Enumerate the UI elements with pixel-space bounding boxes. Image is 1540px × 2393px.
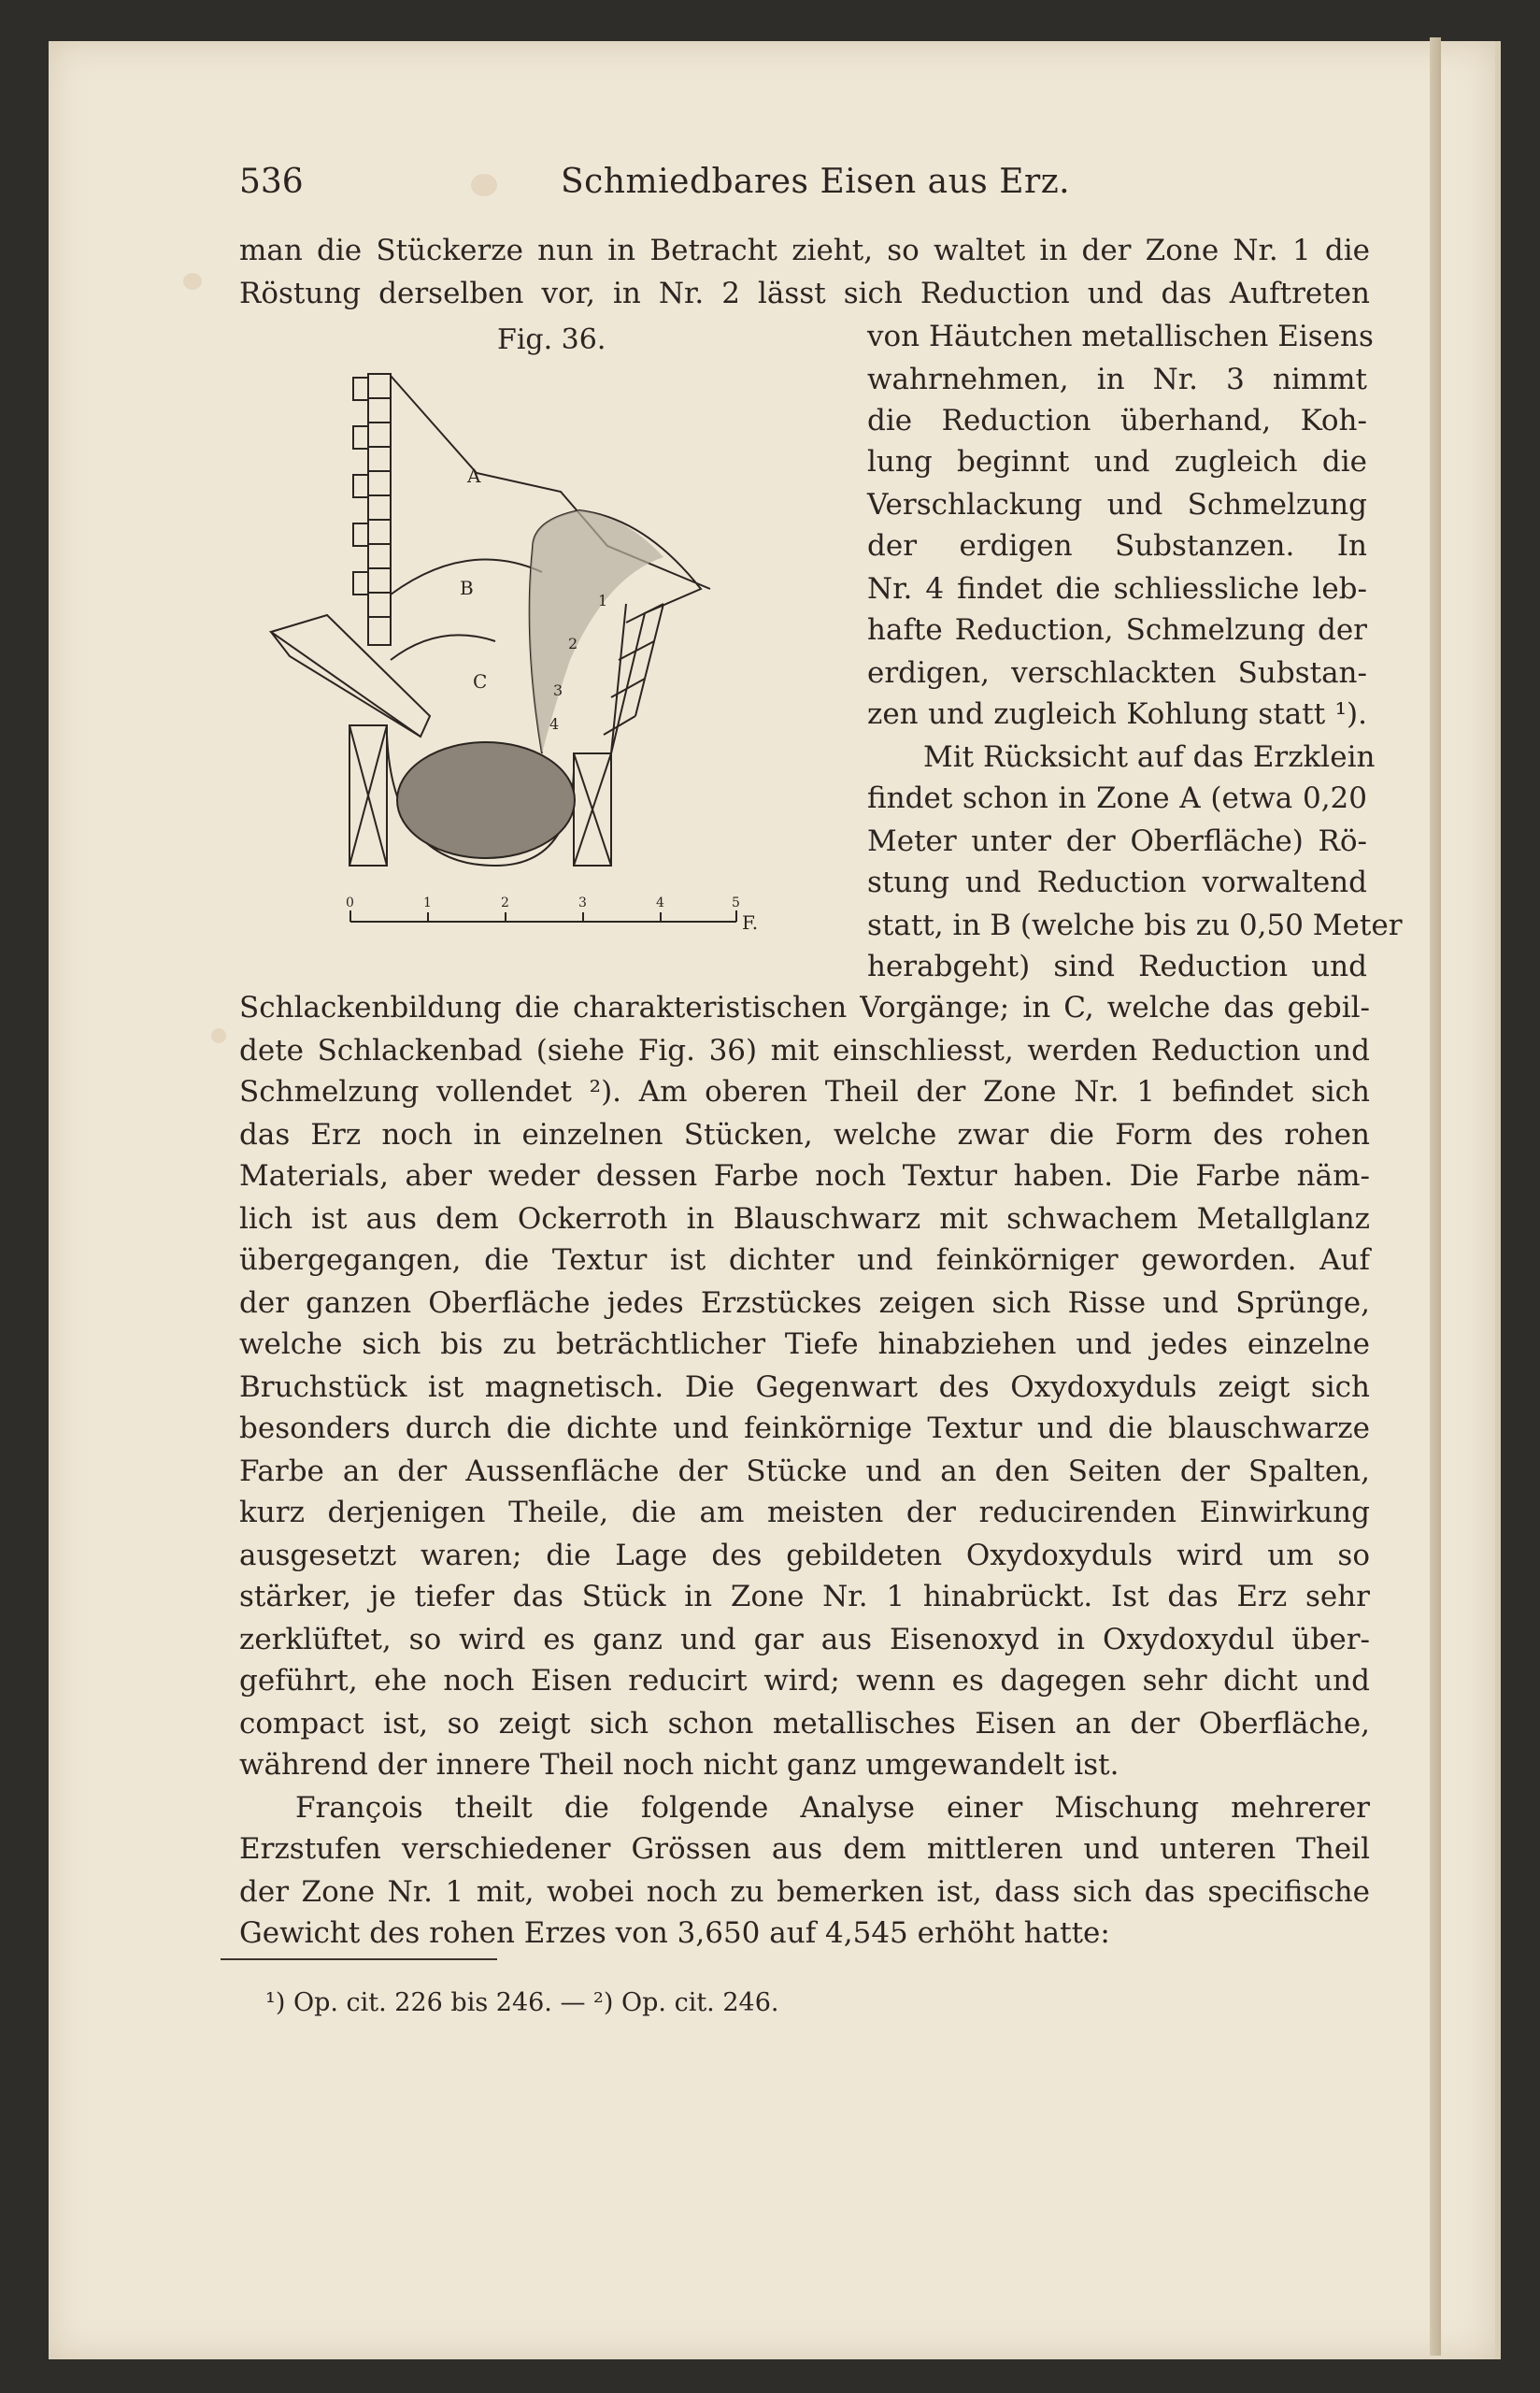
zone-label-b: B <box>460 577 474 599</box>
scale-tick-label: 4 <box>656 896 664 910</box>
text-line: stärker, je tiefer das Stück in Zone Nr. 1 hinabrückt. Ist das Erz sehr <box>239 1580 1370 1613</box>
foxing-spot <box>183 273 202 290</box>
text-line: besonders durch die dichte und feinkörnige Textur und die blauschwarze <box>239 1411 1370 1445</box>
scale-unit: F. <box>742 911 759 934</box>
text-line: zen und zugleich Kohlung statt ¹). <box>867 697 1367 731</box>
text-line: kurz derjenigen Theile, die am meisten der reducirenden Einwirkung <box>239 1496 1370 1529</box>
text-line: übergegangen, die Textur ist dichter und feinkörniger geworden. Auf <box>239 1243 1370 1277</box>
text-line: das Erz noch in einzelnen Stücken, welche zwar die Form des rohen <box>239 1118 1370 1152</box>
text-line: der ganzen Oberfläche jedes Erzstückes zeigen sich Risse und Sprünge, <box>239 1286 1370 1320</box>
layer-label-3: 3 <box>553 681 563 699</box>
text-line: ausgesetzt waren; die Lage des gebildeten Oxydoxyduls wird um so <box>239 1539 1370 1572</box>
text-line: man die Stückerze nun in Betracht zieht, so waltet in der Zone Nr. 1 die <box>239 234 1370 267</box>
text-line: der Zone Nr. 1 mit, wobei noch zu bemerken ist, dass sich das specifische <box>239 1875 1370 1909</box>
running-header <box>239 163 1099 209</box>
text-line: Materials, aber weder dessen Farbe noch Textur haben. Die Farbe näm- <box>239 1159 1370 1193</box>
text-line: stung und Reduction vorwaltend <box>867 866 1367 899</box>
zone-label-a: A <box>467 465 481 487</box>
scale-tick-label: 5 <box>732 896 740 910</box>
text-line: welche sich bis zu beträchtlicher Tiefe hinabziehen und jedes einzelne <box>239 1327 1370 1361</box>
text-line: hafte Reduction, Schmelzung der <box>867 613 1367 647</box>
page-number: 536 <box>239 163 304 201</box>
text-line: herabgeht) sind Reduction und <box>867 950 1367 983</box>
text-line: lich ist aus dem Ockerroth in Blauschwarz mit schwachem Metallglanz <box>239 1202 1370 1236</box>
footnote-rule <box>221 1958 497 1960</box>
scale-tick-label: 0 <box>346 896 354 910</box>
text-line: Nr. 4 findet die schliessliche leb- <box>867 572 1367 606</box>
text-line: von Häutchen metallischen Eisens <box>867 320 1374 353</box>
text-line: Gewicht des rohen Erzes von 3,650 auf 4,545 erhöht hatte: <box>239 1916 1110 1950</box>
layer-label-2: 2 <box>568 635 578 652</box>
text-line: Röstung derselben vor, in Nr. 2 lässt sich Reduction und das Auftreten <box>239 277 1370 310</box>
scale-tick-label: 3 <box>578 896 587 910</box>
figure-caption: Fig. 36. <box>497 323 606 356</box>
text-line: Farbe an der Aussenfläche der Stücke und an den Seiten der Spalten, <box>239 1454 1370 1488</box>
layer-label-4: 4 <box>549 715 560 733</box>
furnace-figure <box>252 361 850 959</box>
page-edge <box>1430 37 1441 2356</box>
zone-label-c: C <box>473 670 488 693</box>
text-line: zerklüftet, so wird es ganz und gar aus Eisenoxyd in Oxydoxydul über- <box>239 1623 1370 1656</box>
footnote: ¹) Op. cit. 226 bis 246. — ²) Op. cit. 246. <box>265 1988 779 2017</box>
text-line: Verschlackung und Schmelzung <box>867 488 1367 522</box>
scale-tick-label: 2 <box>501 896 509 910</box>
text-line: geführt, ehe noch Eisen reducirt wird; wenn es dagegen sehr dicht und <box>239 1664 1370 1698</box>
text-line: wahrnehmen, in Nr. 3 nimmt <box>867 363 1367 396</box>
text-line: erdigen, verschlackten Substan- <box>867 656 1367 690</box>
layer-label-1: 1 <box>598 592 608 609</box>
running-title: Schmiedbares Eisen aus Erz. <box>561 163 1071 201</box>
text-line: Bruchstück ist magnetisch. Die Gegenwart des Oxydoxyduls zeigt sich <box>239 1370 1370 1404</box>
foxing-spot <box>211 1028 226 1043</box>
text-line: statt, in B (welche bis zu 0,50 Meter <box>867 909 1403 942</box>
text-line: François theilt die folgende Analyse einer Mischung mehrerer <box>295 1791 1370 1825</box>
text-line: compact ist, so zeigt sich schon metallisches Eisen an der Oberfläche, <box>239 1707 1370 1741</box>
text-line: findet schon in Zone A (etwa 0,20 <box>867 781 1367 815</box>
scale-tick-label: 1 <box>423 896 432 910</box>
text-line: Meter unter der Oberfläche) Rö- <box>867 824 1367 858</box>
text-line: dete Schlackenbad (siehe Fig. 36) mit einschliesst, werden Reduction und <box>239 1034 1370 1068</box>
text-line: Schmelzung vollendet ²). Am oberen Theil der Zone Nr. 1 befindet sich <box>239 1075 1370 1109</box>
text-line: während der innere Theil noch nicht ganz umgewandelt ist. <box>239 1748 1119 1782</box>
text-line: Mit Rücksicht auf das Erzklein <box>923 740 1376 774</box>
text-line: Erzstufen verschiedener Grössen aus dem mittleren und unteren Theil <box>239 1832 1370 1866</box>
text-line: die Reduction überhand, Koh- <box>867 404 1367 437</box>
text-line: der erdigen Substanzen. In <box>867 529 1367 563</box>
text-line: Schlackenbildung die charakteristischen Vorgänge; in C, welche das gebil- <box>239 991 1370 1025</box>
text-line: lung beginnt und zugleich die <box>867 445 1367 479</box>
